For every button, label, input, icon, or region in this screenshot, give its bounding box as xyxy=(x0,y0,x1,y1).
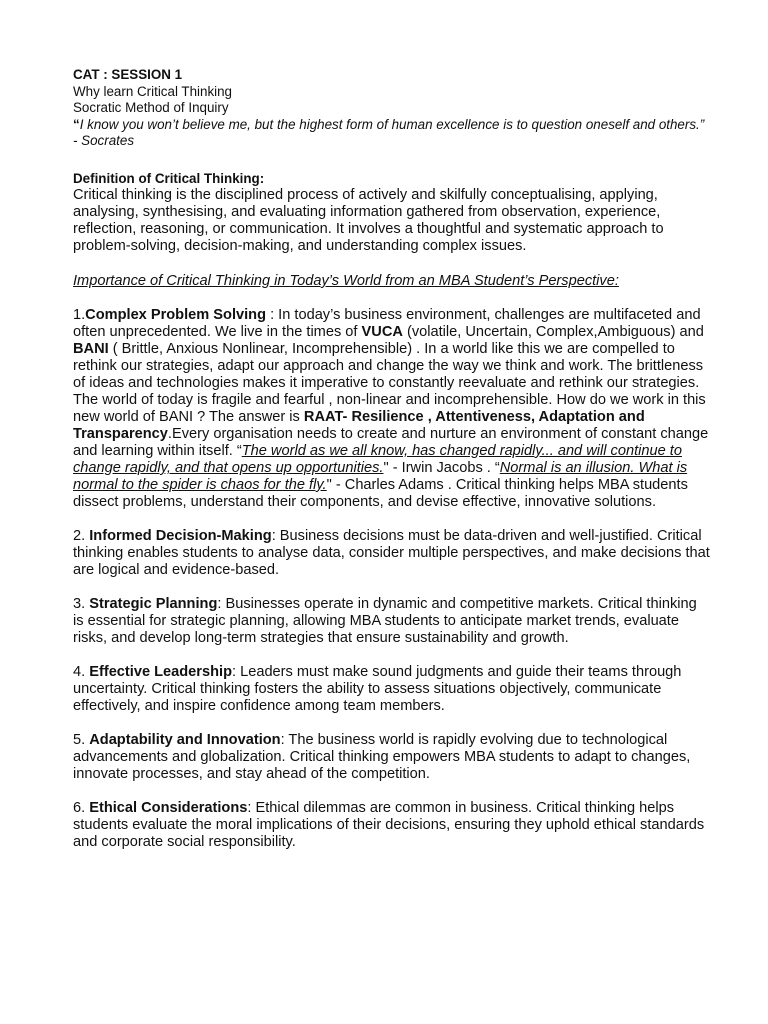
point-number: 6. xyxy=(73,800,90,816)
point-title: Strategic Planning xyxy=(89,596,218,612)
subtitle-why-learn: Why learn Critical Thinking xyxy=(73,83,233,99)
point-text: : Businesses operate in dynamic and competitive markets. Critical thinking is essential for strategic planning, allowing MBA students to anticipate market trends, evaluate risks, and develop long-term strategies that ensure sustainability and growth. xyxy=(73,596,697,646)
point-text: (volatile, Uncertain, Complex,Ambiguous) and xyxy=(402,324,704,340)
charles-adams-quote: Normal is an illusion. What is normal to the spider is chaos for the fly. xyxy=(73,460,688,493)
point-text: : The business world is rapidly evolving due to technological advancements and globalization. Critical thinking empowers MBA students to adapt to changes, innovate processes, and stay ahead of the competition. xyxy=(73,732,691,782)
raat-term: RAAT- Resilience , Attentiveness, Adaptation and Transparency xyxy=(73,409,645,442)
point-ethical-considerations xyxy=(73,800,710,851)
point-text: : Ethical dilemmas are common in business. Critical thinking helps students evaluate the moral implications of their decisions, ensuring they uphold ethical standards and corporate social responsibility. xyxy=(73,800,705,850)
subtitle-socratic-method: Socratic Method of Inquiry xyxy=(73,100,229,115)
point-text: : Leaders must make sound judgments and guide their teams through uncertainty. Critical thinking fosters the ability to assess situations objectively, communicate effectively, and inspire confidence among team members. xyxy=(73,664,682,714)
bani-term: BANI xyxy=(73,341,109,357)
quote-text: I know you won’t believe me, but the highest form of human excellence is to question oneself and others.” - Socrates xyxy=(73,116,705,148)
point-text: " - Irwin Jacobs . “ xyxy=(383,460,500,476)
point-title: Complex Problem Solving xyxy=(85,307,267,323)
point-title: Ethical Considerations xyxy=(89,800,248,816)
definition-text: Critical thinking is the disciplined process of actively and skilfully conceptualising, applying, analysing, synthesising, and evaluating information gathered from observation, experience, reflection, reasoning, or communication. It involves a thoughtful and systematic approach to problem-solving, decision-making, and understanding complex issues. xyxy=(73,187,664,254)
point-text: : Business decisions must be data-driven and well-justified. Critical thinking enables students to analyse data, consider multiple perspectives, and make decisions that are logical and evidence-based. xyxy=(73,528,710,578)
quote-open-mark: “ xyxy=(73,116,80,132)
point-text: " - Charles Adams . Critical thinking helps MBA students dissect problems, understand their components, and devise effective, innovative solutions. xyxy=(73,477,688,510)
point-number: 2. xyxy=(73,528,90,544)
point-number: 5. xyxy=(73,732,90,748)
point-title: Adaptability and Innovation xyxy=(89,732,281,748)
definition-heading: Definition of Critical Thinking: xyxy=(73,170,265,186)
point-title: Effective Leadership xyxy=(89,664,232,680)
point-adaptability-innovation xyxy=(73,732,710,783)
importance-heading: Importance of Critical Thinking in Today’s World from an MBA Student’s Perspective: xyxy=(73,273,619,289)
vuca-term: VUCA xyxy=(361,324,403,340)
point-title: Informed Decision-Making xyxy=(89,528,272,544)
socrates-quote xyxy=(73,117,710,150)
point-number: 1. xyxy=(73,307,86,323)
point-complex-problem-solving xyxy=(73,307,710,511)
point-text: : In today’s business environment, challenges are multifaceted and often unprecedented. We live in the times of xyxy=(73,307,701,340)
point-effective-leadership xyxy=(73,664,710,715)
point-informed-decision-making xyxy=(73,528,710,579)
point-strategic-planning xyxy=(73,596,710,647)
irwin-jacobs-quote: The world as we all know, has changed rapidly... and will continue to change rapidly, and that opens up opportunities. xyxy=(73,443,682,476)
point-text: .Every organisation needs to create and nurture an environment of constant change and learning within itself. “ xyxy=(73,426,709,459)
session-title: CAT : SESSION 1 xyxy=(73,67,183,82)
point-number: 4. xyxy=(73,664,90,680)
point-number: 3. xyxy=(73,596,90,612)
point-text: ( Brittle, Anxious Nonlinear, Incomprehensible) . In a world like this we are compelled to rethink our strategies, adapt our approach and change the way we think and work. The brittleness of ideas and technologies makes it imperative to constantly reevaluate and rethink our strategies. The world of today is fragile and fearful , non-linear and incomprehensible. How do we work in this new world of BANI ? The answer is xyxy=(73,341,706,425)
